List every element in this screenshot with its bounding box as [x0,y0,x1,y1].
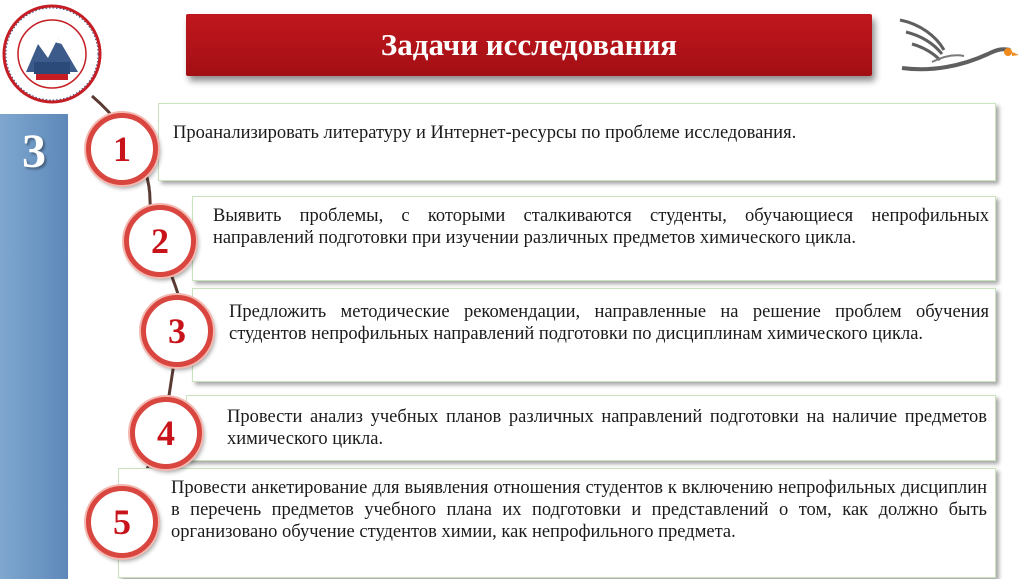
task-card-1 [158,103,996,181]
side-bar [0,114,68,579]
bird-logo-icon [892,10,1020,76]
task-number-3: 3 [141,295,213,367]
page-title: Задачи исследования [380,27,678,62]
slide-number: 3 [22,125,46,178]
title-banner [186,14,872,76]
task-number-4: 4 [130,397,202,469]
task-number-5: 5 [86,486,158,558]
task-text-1: Проанализировать литературу и Интернет-ресурсы по проблеме исследования. [173,123,797,143]
task-card-5 [118,468,996,578]
task-text-5: Провести анкетирование для выявления отношения студентов к включению непрофильных дисциплин в перечень предметов учебного плана их подготовки и представлений о том, как должно быть организовано обучение студентов химии, как непрофильного предмета. [171,478,987,542]
task-number-2: 2 [124,205,196,277]
university-logo [2,2,102,106]
task-card-3 [192,288,996,382]
task-text-2: Выявить проблемы, с которыми сталкиваются студенты, обучающиеся непрофильных направлений подготовки при изучении различных предметов химического цикла. [213,206,989,248]
task-card-2 [192,196,996,281]
task-card-4 [186,395,996,461]
task-text-3: Предложить методические рекомендации, направленные на решение проблем обучения студентов непрофильных направлений подготовки по дисциплинам химического цикла. [229,302,989,344]
task-number-1: 1 [86,113,158,185]
task-text-4: Провести анализ учебных планов различных направлений подготовки на наличие предметов химического цикла. [227,407,987,449]
